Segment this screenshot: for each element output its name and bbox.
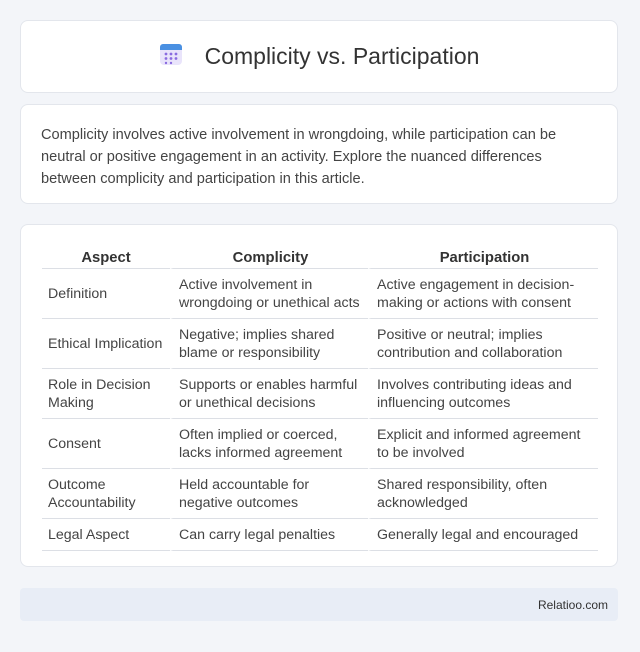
table-cell-participation: Involves contributing ideas and influencing outcomes xyxy=(368,369,598,419)
table-cell-complicity: Negative; implies shared blame or responsibility xyxy=(170,319,368,369)
table-cell-participation: Active engagement in decision-making or actions with consent xyxy=(368,269,598,319)
table-header-row xyxy=(42,247,598,269)
table-cell-aspect: Consent xyxy=(42,419,170,469)
footer xyxy=(20,588,618,621)
header-complicity: Complicity xyxy=(170,247,368,269)
table-cell-aspect: Role in Decision Making xyxy=(42,369,170,419)
table-row xyxy=(42,519,598,551)
header-aspect: Aspect xyxy=(42,247,170,269)
comparison-table xyxy=(42,247,598,551)
table-cell-participation: Generally legal and encouraged xyxy=(368,519,598,551)
table-cell-aspect: Definition xyxy=(42,269,170,319)
table-cell-aspect: Ethical Implication xyxy=(42,319,170,369)
comparison-table-card xyxy=(20,224,618,567)
table-cell-complicity: Often implied or coerced, lacks informed agreement xyxy=(170,419,368,469)
table-row xyxy=(42,319,598,369)
intro-text: Complicity involves active involvement in wrongdoing, while participation can be neutral or positive engagement in an activity. Explore the nuanced differences between complicity and participation in this article. xyxy=(41,127,557,187)
calendar-icon xyxy=(159,42,183,71)
table-row xyxy=(42,369,598,419)
table-cell-aspect: Outcome Accountability xyxy=(42,469,170,519)
table-cell-complicity: Active involvement in wrongdoing or unethical acts xyxy=(170,269,368,319)
footer-site-name: Relatioo.com xyxy=(537,597,608,612)
table-row xyxy=(42,469,598,519)
header-participation: Participation xyxy=(368,247,598,269)
intro-card xyxy=(20,104,618,204)
table-cell-complicity: Supports or enables harmful or unethical decisions xyxy=(170,369,368,419)
table-cell-complicity: Can carry legal penalties xyxy=(170,519,368,551)
table-row xyxy=(42,269,598,319)
table-cell-participation: Positive or neutral; implies contribution and collaboration xyxy=(368,319,598,369)
table-cell-participation: Shared responsibility, often acknowledged xyxy=(368,469,598,519)
title-card xyxy=(20,20,618,93)
table-cell-aspect: Legal Aspect xyxy=(42,519,170,551)
table-cell-participation: Explicit and informed agreement to be involved xyxy=(368,419,598,469)
page-title: Complicity vs. Participation xyxy=(204,43,480,69)
table-cell-complicity: Held accountable for negative outcomes xyxy=(170,469,368,519)
table-row xyxy=(42,419,598,469)
